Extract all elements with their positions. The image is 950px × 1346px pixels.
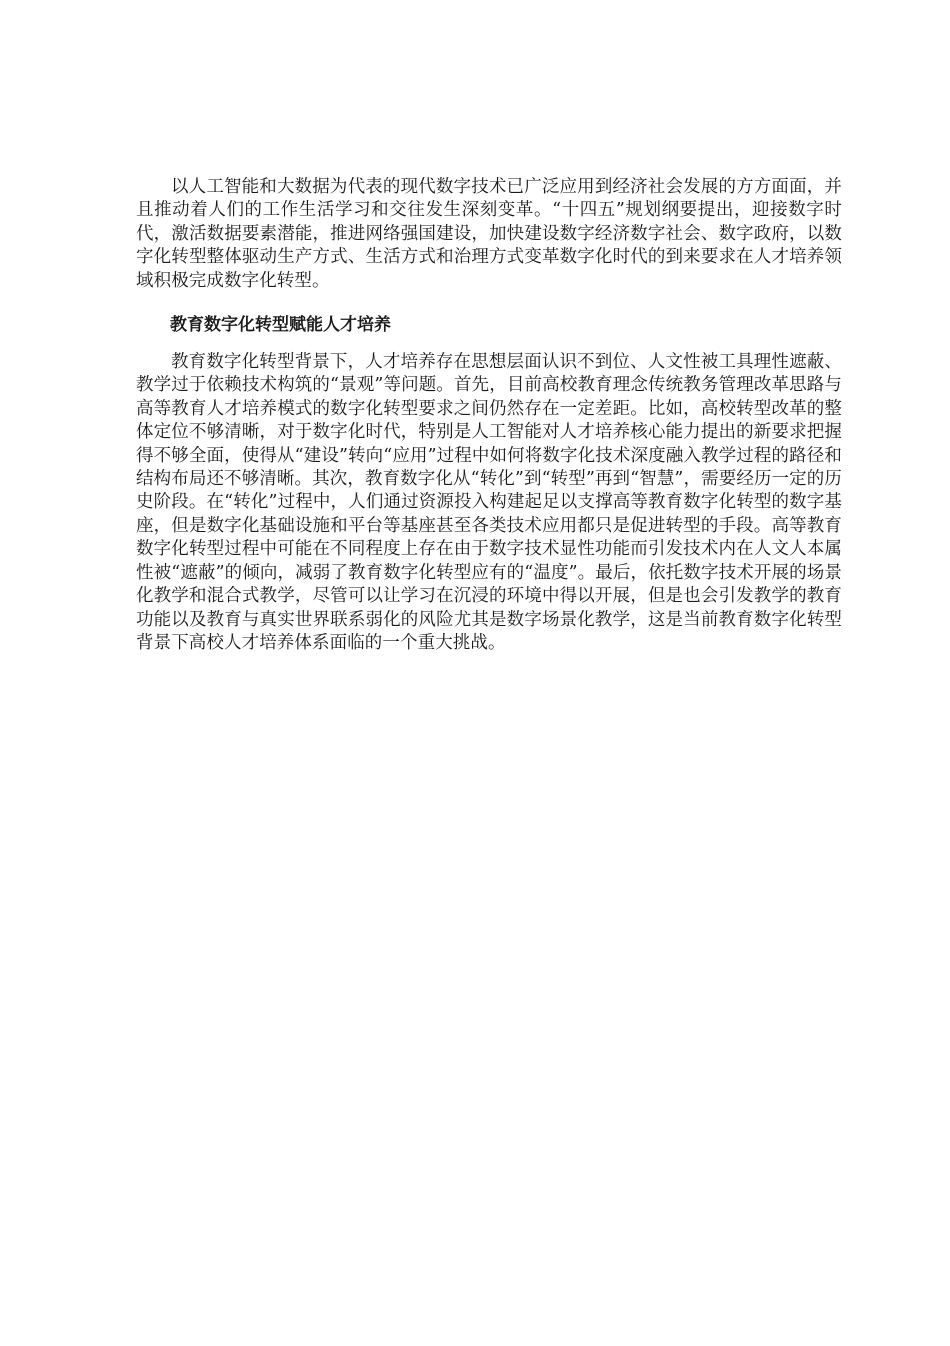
body-paragraph: 教育数字化转型背景下，人才培养存在思想层面认识不到位、人文性被工具理性遮蔽、教学过于依赖技术构筑的“景观”等问题。首先，目前高校教育理念传统教务管理改革思路与高等教育人才培养模式的数字化转型要求之间仍然存在一定差距。比如，高校转型改革的整体定位不够清晰，对于数字化时代，特别是人工智能对人才培养核心能力提出的新要求把握得不够全面，使得从“建设”转向“应用”过程中如何将数字化技术深度融入教学过程的路径和结构布局还不够清晰。其次，教育数字化从“转化”到“转型”再到“智慧”，需要经历一定的历史阶段。在“转化”过程中，人们通过资源投入构建起足以支撑高等教育数字化转型的数字基座，但是数字化基础设施和平台等基座甚至各类技术应用都只是促进转型的手段。高等教育数字化转型过程中可能在不同程度上存在由于数字技术显性功能而引发技术内在人文人本属性被“遮蔽”的倾向，减弱了教育数字化转型应有的“温度”。最后，依托数字技术开展的场景化教学和混合式教学，尽管可以让学习在沉浸的环境中得以开展，但是也会引发教学的教育功能以及教育与真实世界联系弱化的风险尤其是数字场景化教学，这是当前教育数字化转型背景下高校人才培养体系面临的一个重大挑战。 xyxy=(136,352,842,653)
document-page xyxy=(136,176,842,655)
section-heading: 教育数字化转型赋能人才培养 xyxy=(170,315,391,336)
intro-paragraph: 以人工智能和大数据为代表的现代数字技术已广泛应用到经济社会发展的方方面面，并且推动着人们的工作生活学习和交往发生深刻变革。“十四五”规划纲要提出，迎接数字时代，激活数据要素潜能，推进网络强国建设，加快建设数字经济数字社会、数字政府，以数字化转型整体驱动生产方式、生活方式和治理方式变革数字化时代的到来要求在人才培养领域积极完成数字化转型。 xyxy=(136,177,842,291)
